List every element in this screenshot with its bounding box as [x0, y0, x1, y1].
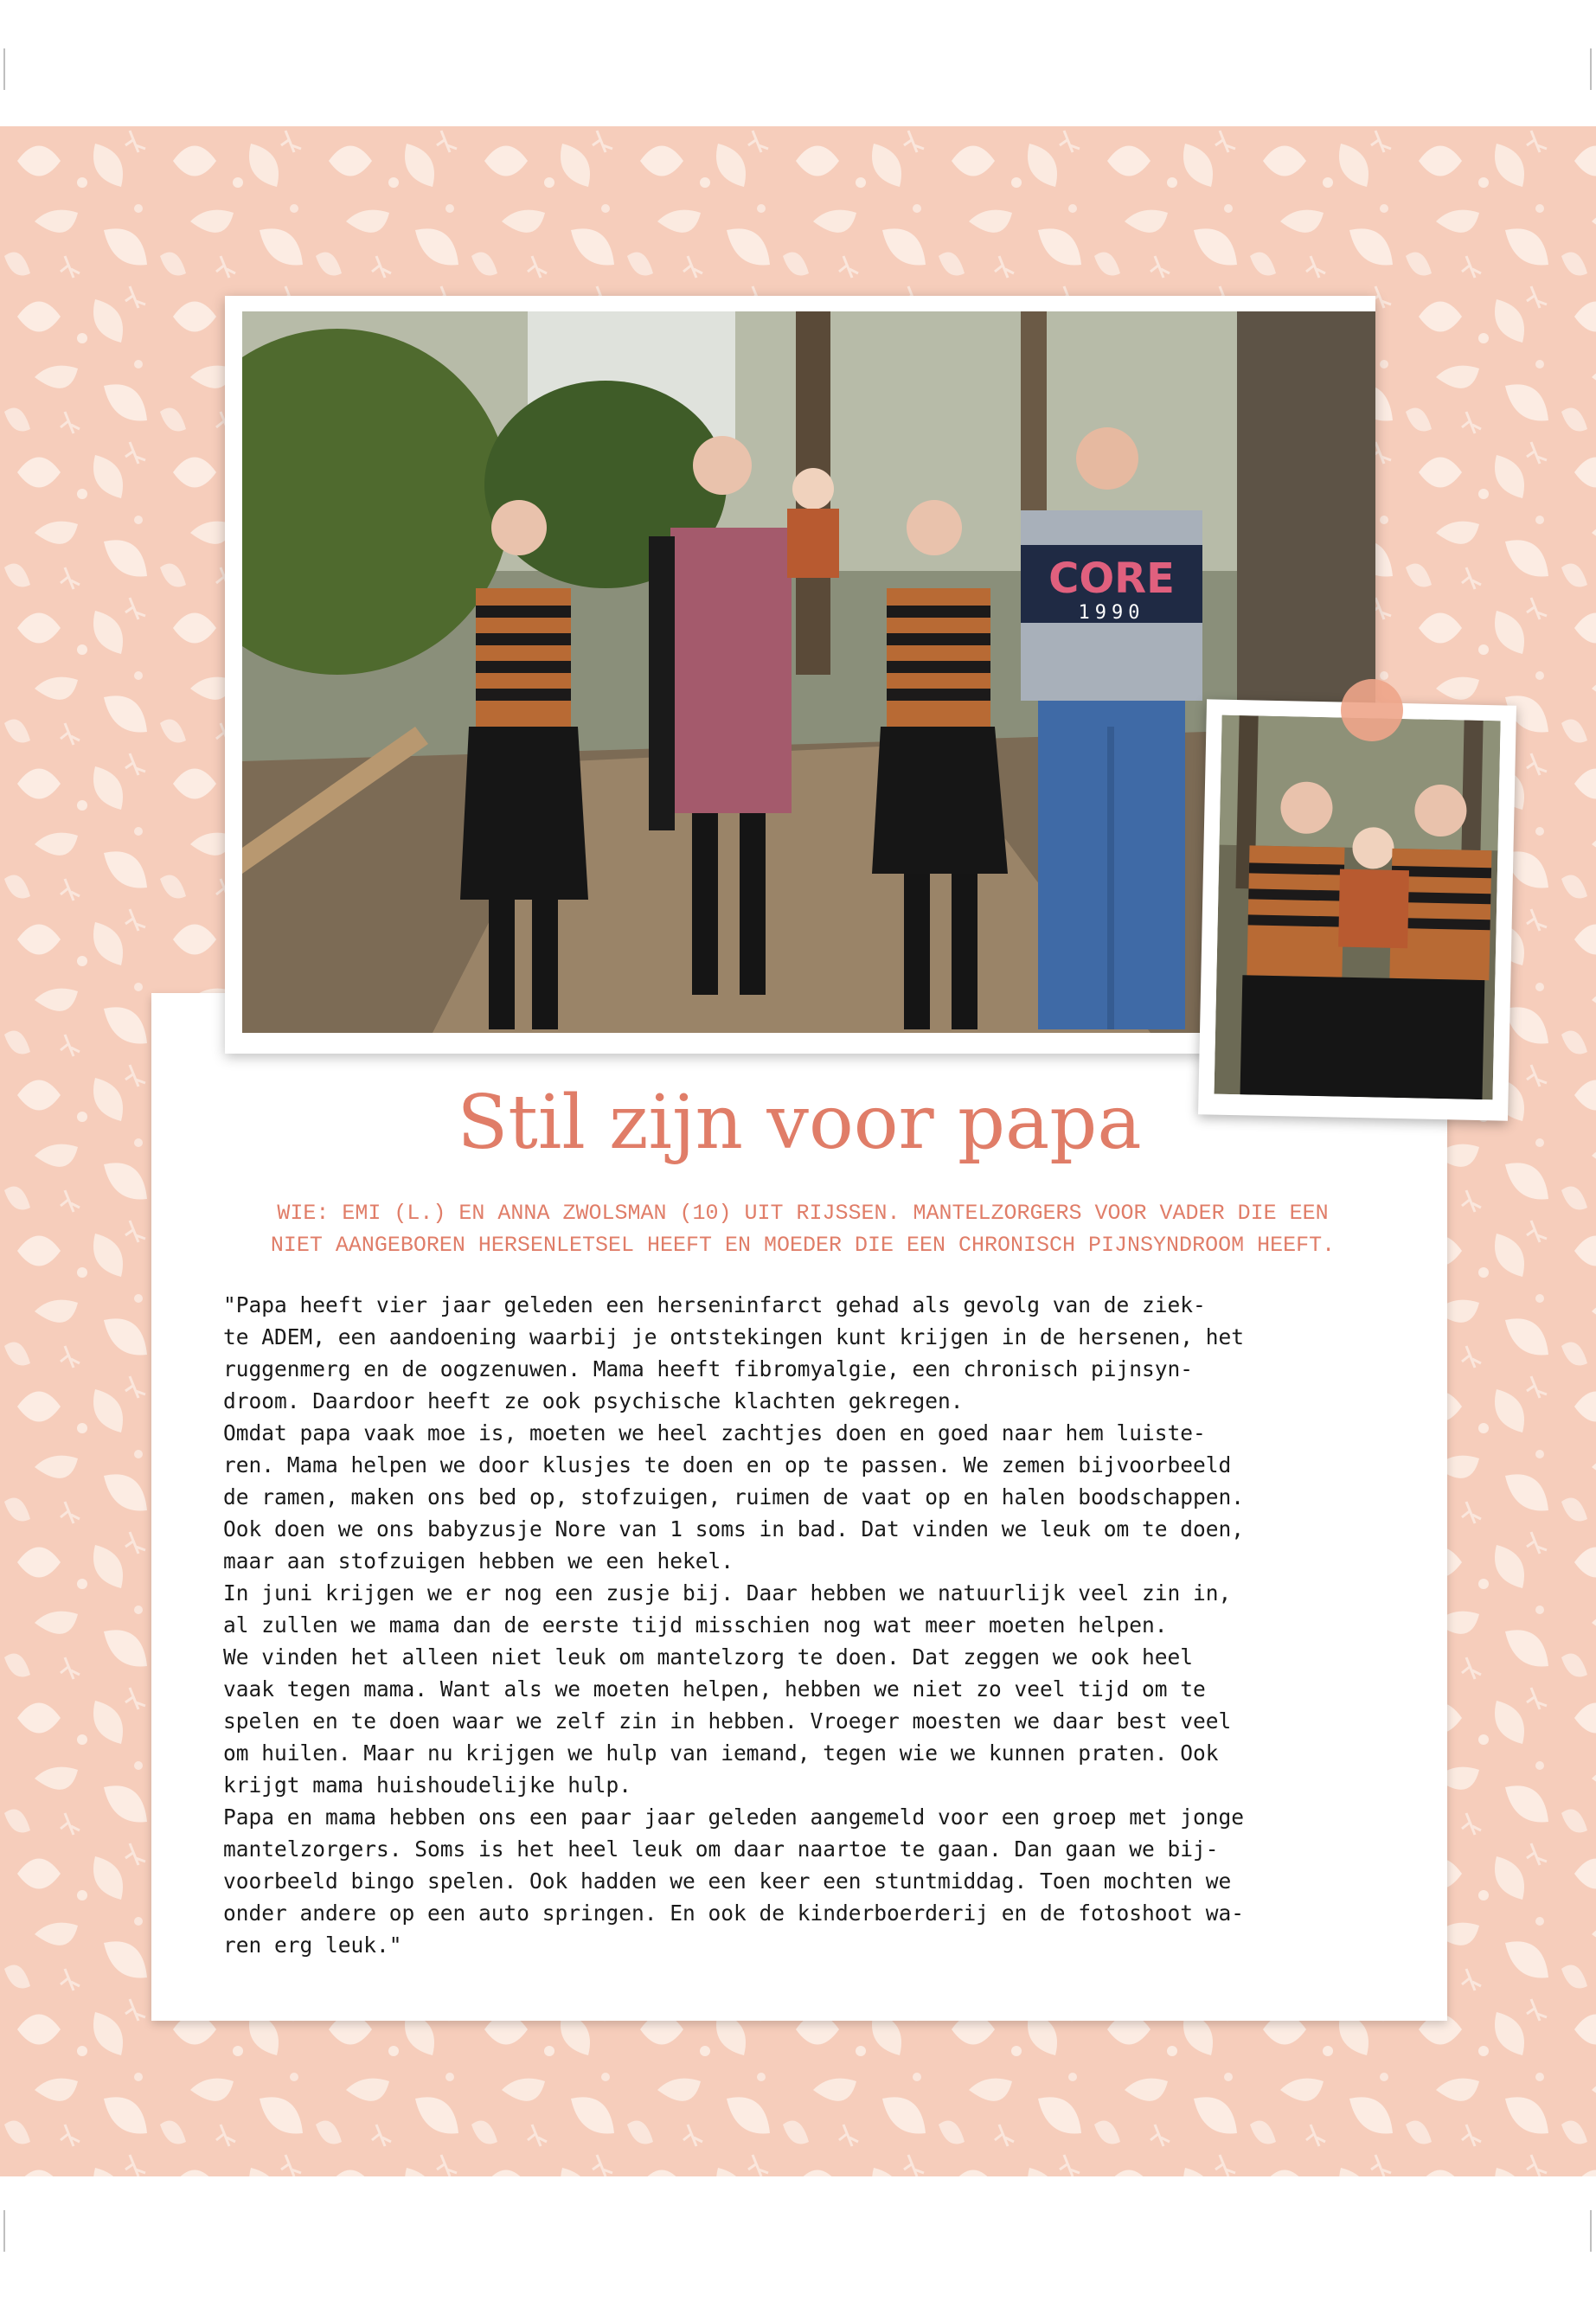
crop-mark-bottom-left: [3, 2210, 5, 2252]
article-body: "Papa heeft vier jaar geleden een herseninfarct gehad als gevolg van de ziek- te ADEM, een aandoening waarbij je ontstekingen kunt krijgen in de hersenen, het ruggenmerg en de oogzenuwen. Mama heeft fibromyalgie, een chronisch pijnsyn- droom. Daardoor heeft ze ook psychische klachten gekregen. Omdat papa vaak moe is, moeten we heel zachtjes doen en goed naar hem luiste- ren. Mama helpen we door klusjes te doen en op te passen. We zemen bijvoorbeeld de ramen, maken ons bed op, stofzuigen, ruimen de vaat op en halen boodschappen. Ook doen we ons babyzusje Nore van 1 soms in bad. Dat vinden we leuk om te doen, maar aan stofzuigen hebben we een hekel. In juni krijgen we er nog een zusje bij. Daar hebben we natuurlijk veel zin in, al zullen we mama dan de eerste tijd misschien nog wat meer moeten helpen. We vinden het alleen niet leuk om mantelzorg te doen. Dat zeggen we ook heel vaak tegen mama. Want als we moeten helpen, hebben we niet zo veel tijd om te spelen en te doen waar we zelf zin in hebben. Vroeger moesten we daar best veel om huilen. Maar nu krijgen we hulp van iemand, tegen wie we kunnen praten. Ook krijgt mama huishoudelijke hulp. Papa en mama hebben ons een paar jaar geleden aangemeld voor een groep met jonge mantelzorgers. Soms is het heel leuk om daar naartoe te gaan. Dan gaan we bij- voorbeeld bingo spelen. Ook hadden we een keer een stuntmiddag. Toen mochten we onder andere op een auto springen. En ook de kinderboerderij en de fotoshoot wa- ren erg leuk.": [223, 1292, 1245, 1958]
crop-mark-top-left: [3, 48, 5, 90]
sticker-dot: [1341, 679, 1403, 741]
sisters-photo: [1215, 715, 1501, 1100]
sweater-text: CORE: [1048, 554, 1175, 603]
article-subtitle: WIE: EMI (L.) EN ANNA ZWOLSMAN (10) UIT RIJSSEN. MANTELZORGERS VOOR VADER DIE EEN NIET AANGEBOREN HERSENLETSEL HEEFT EN MOEDER DIE EEN CHRONISCH PIJNSYNDROOM HEEFT.: [270, 1201, 1336, 1258]
article-title: Stil zijn voor papa: [457, 1080, 1142, 1166]
crop-mark-bottom-right: [1590, 2210, 1592, 2252]
sweater-number: 1990: [1078, 602, 1145, 624]
crop-mark-top-right: [1590, 48, 1592, 90]
small-photo-frame: [1198, 699, 1516, 1120]
